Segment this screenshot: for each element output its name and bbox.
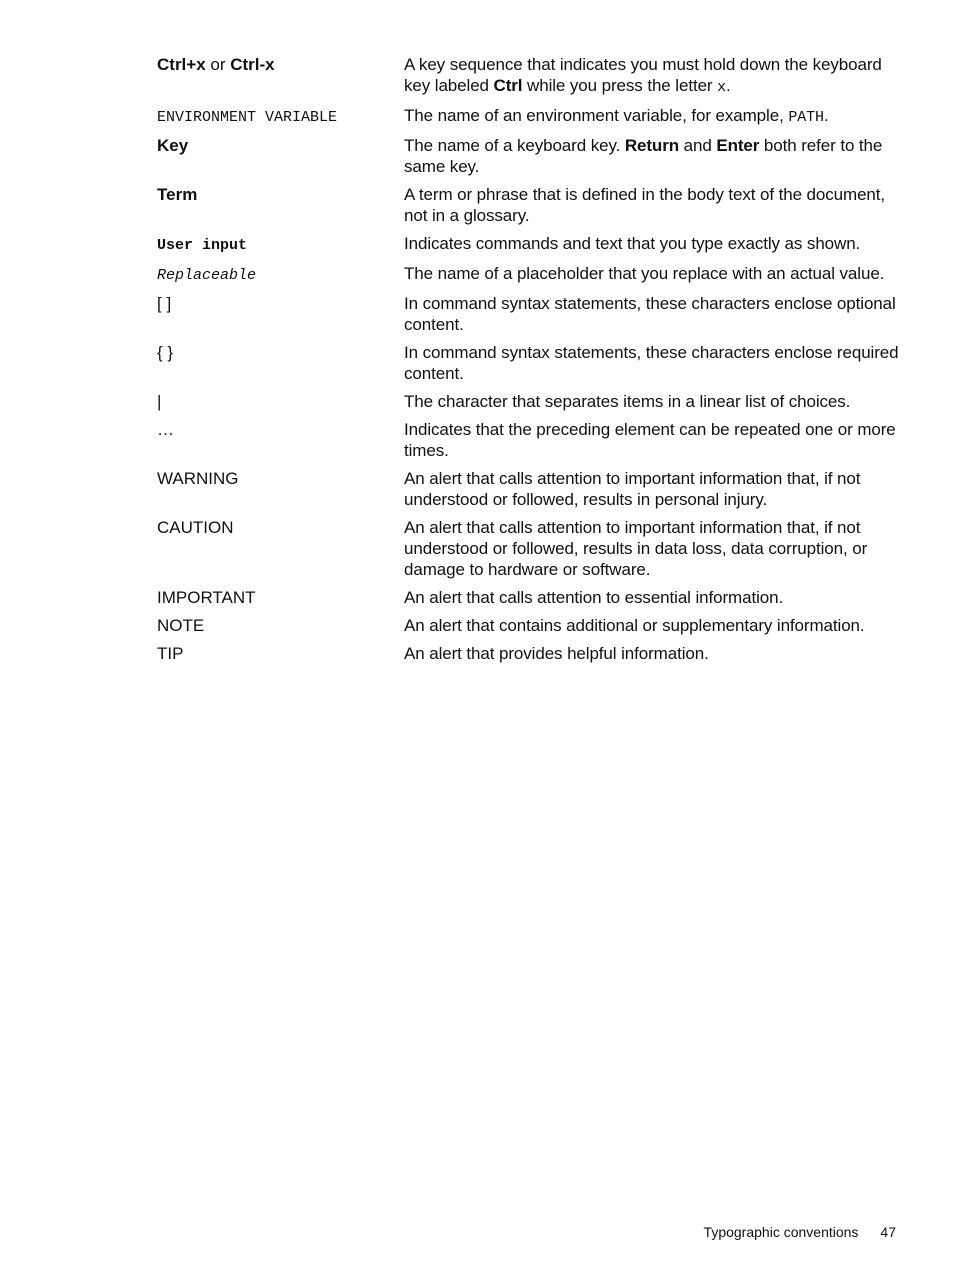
convention-term [157, 184, 404, 205]
description-text: both refer to the same key. [404, 136, 883, 176]
convention-description [404, 615, 899, 636]
convention-description [404, 54, 899, 98]
page-footer [704, 1222, 896, 1242]
convention-term [157, 135, 404, 156]
convention-term [157, 293, 404, 314]
convention-description [404, 184, 899, 226]
description-text: Indicates that the preceding element can be repeated one or more times. [404, 420, 896, 460]
description-text: An alert that calls attention to essential information. [404, 588, 784, 607]
description-text: In command syntax statements, these characters enclose optional content. [404, 294, 896, 334]
convention-term [157, 233, 404, 256]
description-text: . [823, 106, 829, 125]
convention-term [157, 263, 404, 286]
table-row [157, 263, 899, 286]
convention-description [404, 587, 899, 608]
description-text: An alert that provides helpful information. [404, 644, 709, 663]
term-text: Ctrl-x [230, 55, 275, 74]
convention-term [157, 54, 404, 75]
convention-description [404, 517, 899, 580]
table-row [157, 468, 899, 510]
description-text: A term or phrase that is defined in the body text of the document, not in a glossary. [404, 185, 886, 225]
convention-term [157, 643, 404, 664]
term-text: CAUTION [157, 518, 234, 537]
page-number: 47 [880, 1224, 896, 1240]
table-row [157, 105, 899, 128]
term-text: [ ] [157, 294, 172, 313]
description-text: The name of a placeholder that you replace with an actual value. [404, 264, 885, 283]
term-text: ENVIRONMENT VARIABLE [157, 109, 338, 126]
convention-description [404, 105, 899, 128]
term-text: TIP [157, 644, 184, 663]
description-text: The name of an environment variable, for example, [404, 106, 789, 125]
table-row [157, 184, 899, 226]
table-row [157, 293, 899, 335]
convention-description [404, 342, 899, 384]
term-text: Term [157, 185, 198, 204]
convention-description [404, 233, 899, 254]
description-text: An alert that contains additional or supplementary information. [404, 616, 865, 635]
description-text: A key sequence that indicates you must hold down the keyboard key labeled [404, 55, 882, 95]
table-row [157, 233, 899, 256]
description-text: . [726, 76, 731, 95]
convention-term [157, 615, 404, 636]
table-row [157, 419, 899, 461]
description-text: Enter [716, 136, 760, 155]
table-row [157, 54, 899, 98]
term-text: IMPORTANT [157, 588, 256, 607]
convention-description [404, 643, 899, 664]
convention-description [404, 468, 899, 510]
description-text: An alert that calls attention to important information that, if not understood or followed, results in personal injury. [404, 469, 861, 509]
convention-description [404, 391, 899, 412]
table-row [157, 342, 899, 384]
term-text: or [205, 55, 231, 74]
term-text: NOTE [157, 616, 205, 635]
convention-term [157, 419, 404, 440]
description-text: Indicates commands and text that you type exactly as shown. [404, 234, 861, 253]
description-text: The name of a keyboard key. [404, 136, 625, 155]
convention-term [157, 517, 404, 538]
table-row [157, 587, 899, 608]
convention-description [404, 419, 899, 461]
table-row [157, 391, 899, 412]
table-row [157, 135, 899, 177]
term-text: Ctrl+x [157, 55, 206, 74]
description-text: PATH [788, 109, 824, 126]
convention-term [157, 105, 404, 128]
description-text: x [717, 79, 727, 96]
term-text: User input [157, 237, 248, 254]
term-text: | [157, 392, 162, 411]
description-text: The character that separates items in a linear list of choices. [404, 392, 851, 411]
description-text: An alert that calls attention to important information that, if not understood or followed, results in data loss, data corruption, or damage to hardware or software. [404, 518, 868, 579]
term-text: Replaceable [157, 267, 257, 284]
table-row [157, 643, 899, 664]
convention-term [157, 587, 404, 608]
term-text: … [157, 420, 174, 439]
description-text: Ctrl [493, 76, 523, 95]
term-text: Key [157, 136, 189, 155]
convention-description [404, 263, 899, 284]
description-text: while you press the letter [522, 76, 718, 95]
table-row [157, 517, 899, 580]
term-text: WARNING [157, 469, 239, 488]
footer-section-title: Typographic conventions [703, 1224, 859, 1240]
convention-term [157, 342, 404, 363]
convention-description [404, 135, 899, 177]
description-text: and [679, 136, 717, 155]
description-text: Return [624, 136, 680, 155]
description-text: In command syntax statements, these characters enclose required content. [404, 343, 899, 383]
conventions-table [157, 54, 899, 671]
term-text: { } [157, 343, 174, 362]
convention-term [157, 468, 404, 489]
convention-term [157, 391, 404, 412]
convention-description [404, 293, 899, 335]
table-row [157, 615, 899, 636]
